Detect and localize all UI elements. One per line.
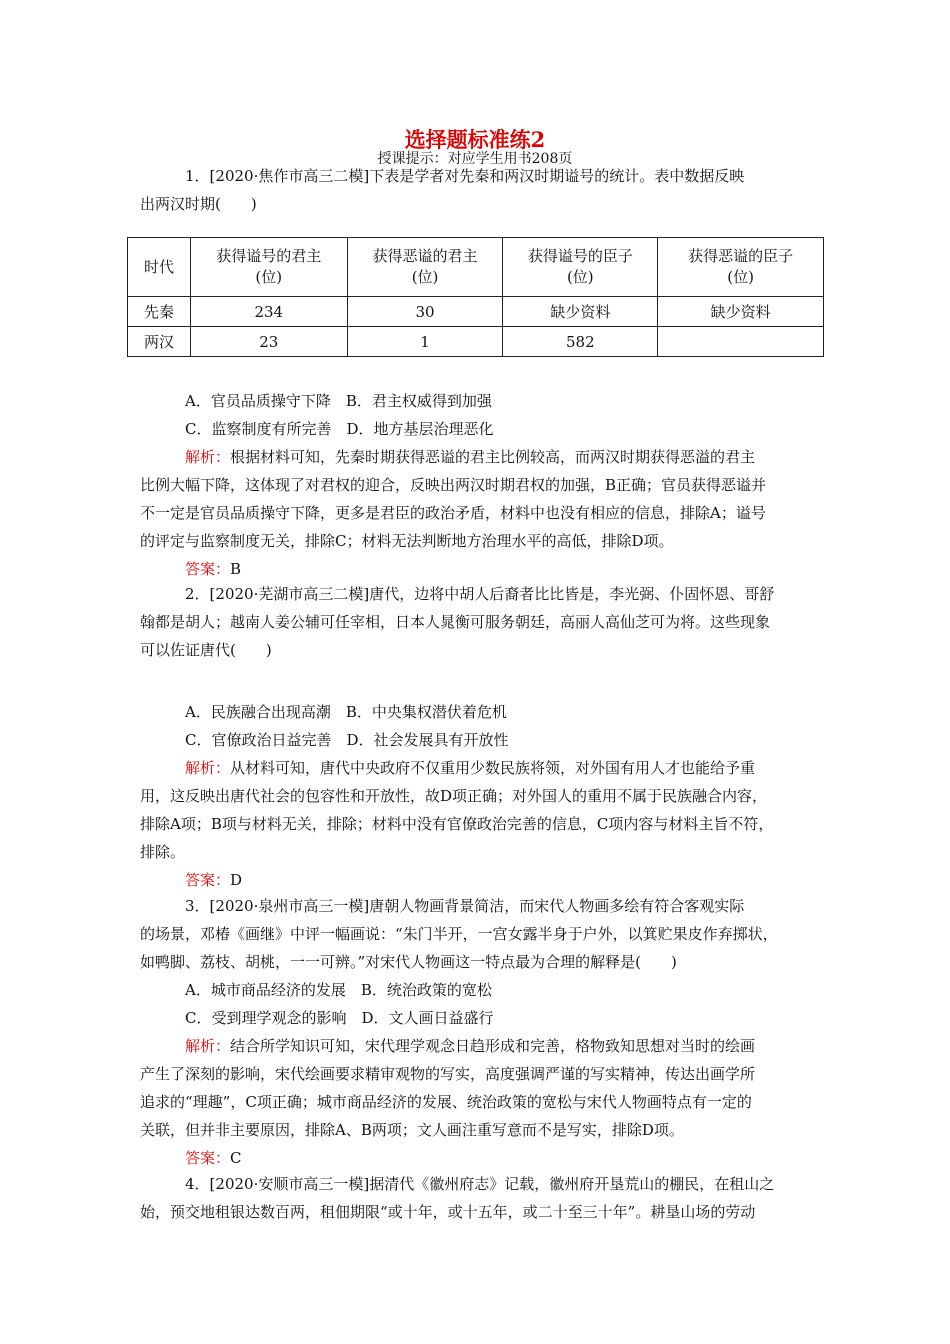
analysis-label: 解析： (185, 1037, 231, 1055)
q2-stem-line: 翰都是胡人；越南人姜公辅可任宰相，日本人晁衡可服务朝廷，高丽人高仙芝可为将。这些现象 (140, 613, 771, 631)
q1-analysis-line: 比例大幅下降，这体现了对君权的迎合，反映出两汉时期君权的加强，B正确；官员获得恶谥并 (140, 476, 767, 494)
table-header-cell: 时代 (128, 238, 191, 297)
table-header-cell: 获得恶谥的臣子 (位) (658, 238, 824, 297)
table-cell: 23 (190, 327, 347, 357)
answer-value: B (230, 560, 242, 578)
q4-stem-line: 4．[2020·安顺市高三一模]据清代《徽州府志》记载，徽州府开垦荒山的棚民，在租山之 (185, 1175, 775, 1193)
answer-value: C (230, 1149, 242, 1167)
q3-option-line: A．城市商品经济的发展 B．统治政策的宽松 (185, 981, 492, 999)
q2-analysis-line: 排除A项；B项与材料无关，排除；材料中没有官僚政治完善的信息，C项内容与材料主旨不符， (140, 815, 774, 833)
analysis-text: 根据材料可知，先秦时期获得恶谥的君主比例较高，而两汉时期获得恶溢的君主 (230, 448, 756, 466)
q1-option-line: A．官员品质操守下降 B．君主权威得到加强 (185, 392, 492, 410)
table-header-cell: 获得谥号的臣子 (位) (503, 238, 658, 297)
table-row (128, 297, 824, 327)
table-cell: 两汉 (128, 327, 191, 357)
table-header-cell: 获得谥号的君主 (位) (190, 238, 347, 297)
q1-data-table (127, 237, 824, 357)
q1-stem-line: 1．[2020·焦作市高三二模]下表是学者对先秦和两汉时期谥号的统计。表中数据反映 (185, 167, 745, 185)
answer-label: 答案： (185, 560, 231, 578)
q3-analysis-line: 关联，但并非主要原因，排除A、B两项；文人画注重写意而不是写实，排除D项。 (140, 1121, 684, 1139)
analysis-text: 从材料可知，唐代中央政府不仅重用少数民族将领，对外国有用人才也能给予重 (230, 759, 756, 777)
table-cell: 582 (503, 327, 658, 357)
table-header-row (128, 238, 824, 297)
table-cell: 30 (347, 297, 503, 327)
analysis-label: 解析： (185, 448, 231, 466)
answer-value: D (230, 871, 243, 889)
q3-stem-line: 如鸭脚、荔枝、胡桃，一一可辨。”对宋代人物画这一特点最为合理的解释是( ) (140, 953, 677, 971)
answer-label: 答案： (185, 871, 231, 889)
q2-stem-line: 可以佐证唐代( ) (140, 641, 272, 659)
q1-option-line: C．监察制度有所完善 D．地方基层治理恶化 (185, 420, 494, 438)
page-title: 选择题标准练2 (404, 127, 546, 152)
answer-label: 答案： (185, 1149, 231, 1167)
q1-analysis-line (185, 446, 755, 467)
q1-answer-line (185, 558, 241, 579)
table-header-cell: 获得恶谥的君主 (位) (347, 238, 503, 297)
lesson-hint: 授课提示：对应学生用书208页 (377, 151, 573, 167)
q1-stem-line: 出两汉时期( ) (140, 195, 257, 213)
q2-answer-line (185, 869, 242, 890)
q2-option-line: A．民族融合出现高潮 B．中央集权潜伏着危机 (185, 703, 507, 721)
q3-analysis-line (185, 1035, 755, 1056)
q1-analysis-line: 的评定与监察制度无关，排除C；材料无法判断地方治理水平的高低，排除D项。 (140, 532, 674, 550)
analysis-label: 解析： (185, 759, 231, 777)
table-cell: 缺少资料 (658, 297, 824, 327)
q4-stem-line: 始，预交地租银达数百两，租佃期限“或十年，或十五年，或二十至三十年”。耕垦山场的劳动 (140, 1203, 756, 1221)
q3-analysis-line: 追求的“理趣”，C项正确；城市商品经济的发展、统治政策的宽松与宋代人物画特点有一定的 (140, 1093, 752, 1111)
table-row (128, 327, 824, 357)
table-cell: 234 (190, 297, 347, 327)
q1-analysis-line: 不一定是官员品质操守下降，更多是君臣的政治矛盾，材料中也没有相应的信息，排除A；谥号 (140, 504, 766, 522)
q3-option-line: C．受到理学观念的影响 D．文人画日益盛行 (185, 1009, 494, 1027)
table-cell: 缺少资料 (503, 297, 658, 327)
q3-answer-line (185, 1147, 242, 1168)
q2-analysis-line: 排除。 (140, 843, 186, 861)
q2-analysis-line (185, 757, 755, 778)
table-cell: 先秦 (128, 297, 191, 327)
table-cell (658, 327, 824, 357)
q2-analysis-line: 用，这反映出唐代社会的包容性和开放性，故D项正确；对外国人的重用不属于民族融合内容， (140, 787, 768, 805)
q3-analysis-line: 产生了深刻的影响，宋代绘画要求精审观物的写实，高度强调严谨的写实精神，传达出画学所 (140, 1065, 756, 1083)
q2-option-line: C．官僚政治日益完善 D．社会发展具有开放性 (185, 731, 509, 749)
q3-stem-line: 3．[2020·泉州市高三一模]唐朝人物画背景简洁，而宋代人物画多绘有符合客观实际 (185, 897, 745, 915)
q2-stem-line: 2．[2020·芜湖市高三二模]唐代，边将中胡人后裔者比比皆是，李光弼、仆固怀恩、哥舒 (185, 585, 775, 603)
q3-stem-line: 的场景，邓椿《画继》中评一幅画说：“朱门半开，一宫女露半身于户外，以箕贮果皮作弃掷状， (140, 925, 778, 943)
analysis-text: 结合所学知识可知，宋代理学观念日趋形成和完善，格物致知思想对当时的绘画 (230, 1037, 756, 1055)
table-cell: 1 (347, 327, 503, 357)
